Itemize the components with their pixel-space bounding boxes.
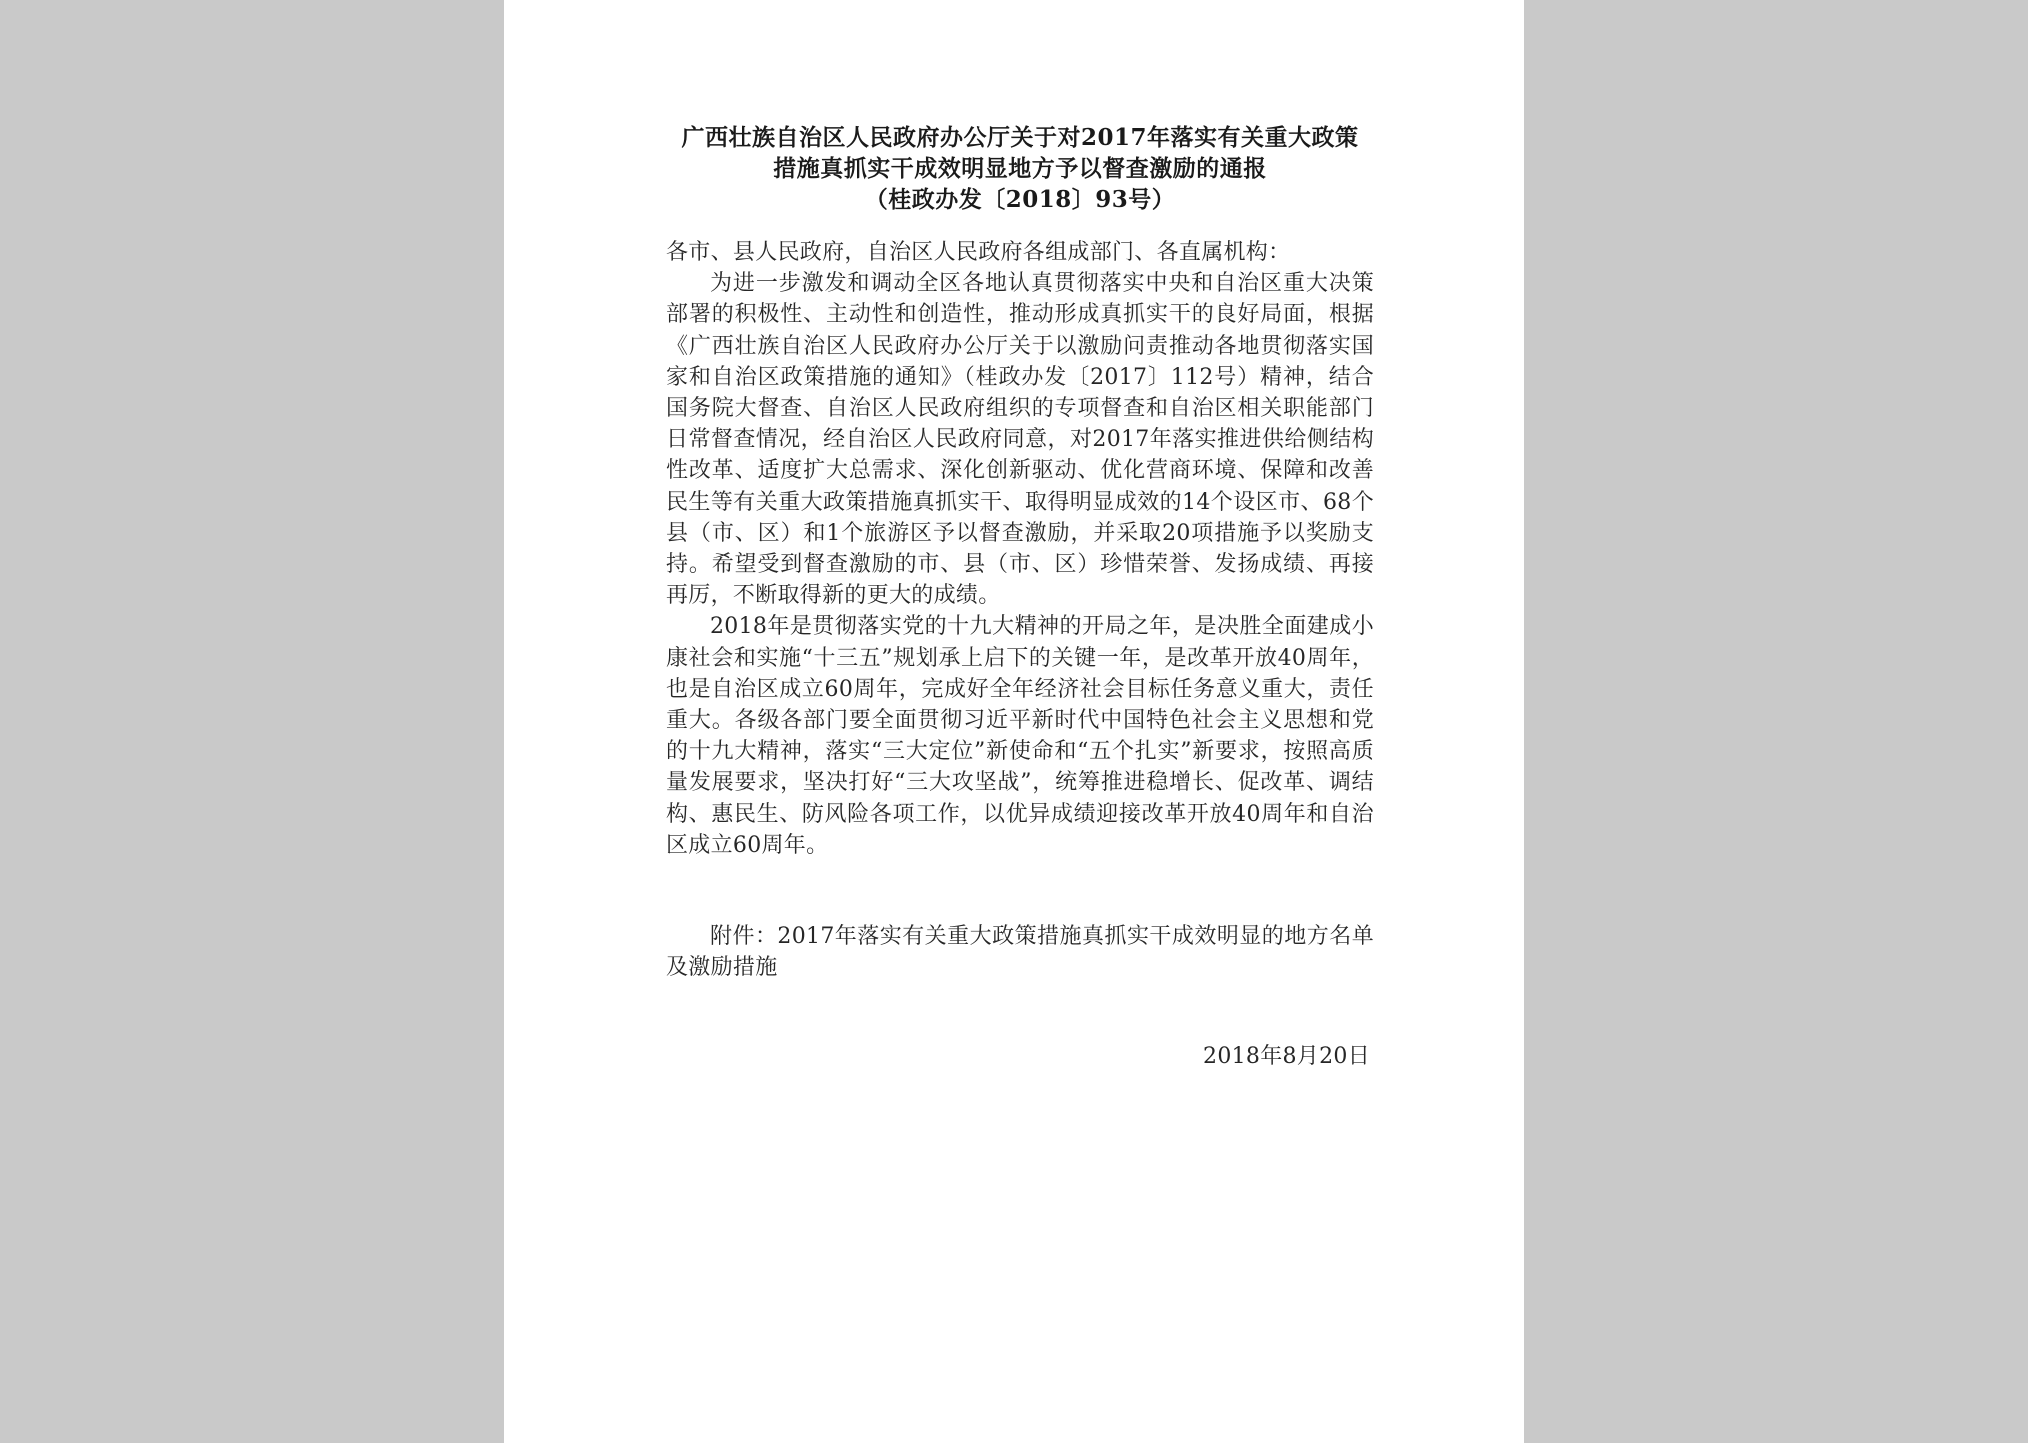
salutation: 各市、县人民政府，自治区人民政府各组成部门、各直属机构： — [666, 240, 1291, 265]
title-line-1: 广西壮族自治区人民政府办公厅关于对2017年落实有关重大政策 — [681, 124, 1359, 151]
document-number: （桂政办发〔2018〕93号） — [864, 186, 1176, 213]
document-title — [666, 122, 1374, 215]
paragraph-2: 2018年是贯彻落实党的十九大精神的开局之年，是决胜全面建成小康社会和实施“十三五”规划承上启下的关键一年，是改革开放40周年，也是自治区成立60周年，完成好全年经济社会目标任务意义重大，责任重大。各级各部门要全面贯彻习近平新时代中国特色社会主义思想和党的十九大精神，落实“三大定位”新使命和“五个扎实”新要求，按照高质量发展要求，坚决打好“三大攻坚战”，统筹推进稳增长、促改革、调结构、惠民生、防风险各项工作，以优异成绩迎接改革开放40周年和自治区成立60周年。 — [666, 614, 1374, 858]
document-content — [666, 122, 1374, 1072]
document-page — [504, 0, 1524, 1443]
document-date: 2018年8月20日 — [1203, 1044, 1370, 1070]
attachment-note: 附件：2017年落实有关重大政策措施真抓实干成效明显的地方名单及激励措施 — [666, 924, 1374, 981]
paragraph-1: 为进一步激发和调动全区各地认真贯彻落实中央和自治区重大决策部署的积极性、主动性和创造性，推动形成真抓实干的良好局面，根据《广西壮族自治区人民政府办公厅关于以激励问责推动各地贯彻落实国家和自治区政策措施的通知》（桂政办发〔2017〕112号）精神，结合国务院大督查、自治区人民政府组织的专项督查和自治区相关职能部门日常督查情况，经自治区人民政府同意，对2017年落实推进供给侧结构性改革、适度扩大总需求、深化创新驱动、优化营商环境、保障和改善民生等有关重大政策措施真抓实干、取得明显成效的14个设区市、68个县（市、区）和1个旅游区予以督查激励，并采取20项措施予以奖励支持。希望受到督查激励的市、县（市、区）珍惜荣誉、发扬成绩、再接再厉，不断取得新的更大的成绩。 — [666, 271, 1374, 609]
document-body — [666, 237, 1374, 861]
title-line-2: 措施真抓实干成效明显地方予以督查激励的通报 — [773, 155, 1267, 182]
